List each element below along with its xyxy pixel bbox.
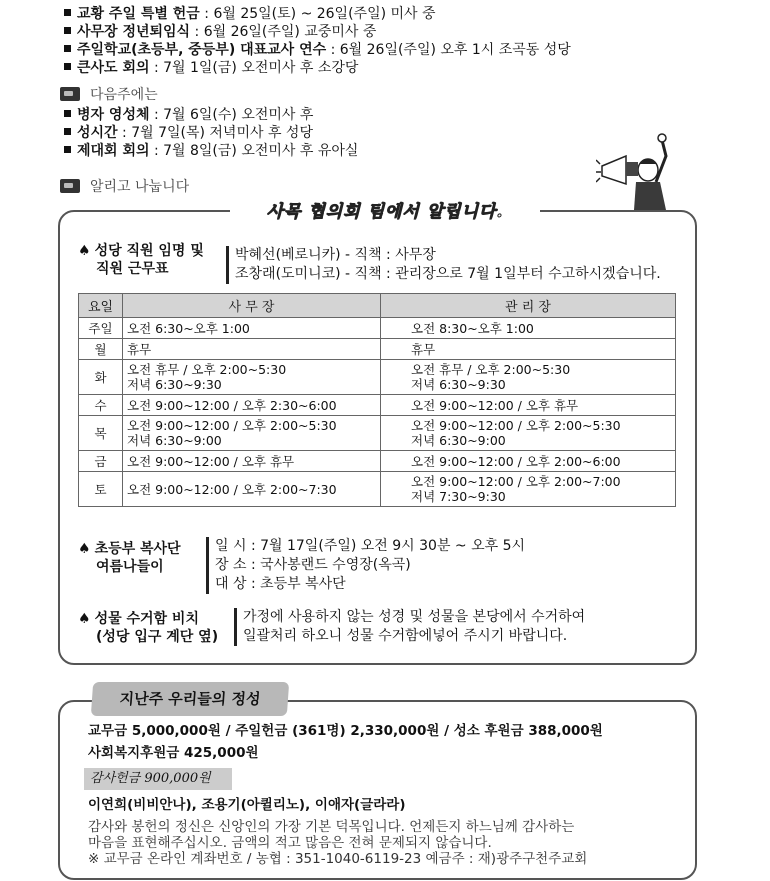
day-cell: 목 — [79, 416, 123, 451]
announce-heading: 알리고 나눕니다 — [60, 176, 189, 196]
office-hours-cell — [123, 416, 381, 451]
next-week-item: 병자 영성체 : 7월 6일(수) 오전미사 후 — [64, 106, 358, 124]
section-icon — [60, 87, 80, 101]
hours-line: 오전 휴무 / 오후 2:00~5:30 — [411, 362, 571, 377]
col-day: 요일 — [79, 294, 123, 318]
manager-hours-cell — [381, 395, 676, 416]
thanks-offering-label: 감사헌금 900,000원 — [84, 768, 232, 790]
hours-line: 오전 9:00~12:00 / 오후 휴무 — [127, 453, 295, 469]
office-hours-cell — [123, 318, 381, 339]
manager-hours-cell — [381, 472, 676, 507]
day-cell: 월 — [79, 339, 123, 360]
day-cell: 수 — [79, 395, 123, 416]
manager-hours-cell — [381, 416, 676, 451]
office-hours-cell — [123, 360, 381, 395]
camp-info: 일 시 : 7월 17일(주일) 오전 9시 30분 ~ 오후 5시 장 소 : 국사봉랜드 수영장(옥곡) 대 상 : 초등부 복사단 — [206, 537, 525, 594]
hours-line: 오전 9:00~12:00 / 오후 2:00~6:00 — [411, 453, 621, 469]
section-icon — [60, 179, 80, 193]
hours-line: 저녁 6:30~9:30 — [127, 377, 222, 392]
hours-line: 휴무 — [411, 341, 436, 357]
office-hours-cell — [123, 472, 381, 507]
table-header-row — [79, 294, 676, 318]
megaphone-mascot-icon — [596, 120, 676, 210]
box-title: 사목 협의회 팀에서 알립니다. — [230, 198, 540, 226]
office-hours-cell — [123, 339, 381, 360]
hours-line: 오전 9:00~12:00 / 오후 2:00~5:30 — [411, 418, 621, 433]
table-row — [79, 416, 676, 451]
donor-names: 이연희(비비안나), 조용기(아퀼리노), 이애자(글라라) — [88, 797, 406, 813]
manager-hours-cell — [381, 339, 676, 360]
account-info: ※ 교무금 온라인 계좌번호 / 농협 : 351-1040-6119-23 예금주 : 재)광주구천주교회 — [88, 851, 588, 867]
work-schedule-table — [78, 293, 676, 507]
manager-hours-cell — [381, 318, 676, 339]
notice-item: 교황 주일 특별 헌금 : 6월 25일(토) ~ 26일(주일) 미사 중 — [64, 5, 571, 23]
hours-line: 오전 휴무 / 오후 2:00~5:30 — [127, 362, 287, 377]
notice-item: 사무장 정년퇴임식 : 6월 26일(주일) 교중미사 중 — [64, 23, 571, 41]
hours-line: 오전 9:00~12:00 / 오후 2:30~6:00 — [127, 397, 337, 413]
offerings-line: 교무금 5,000,000원 / 주일헌금 (361명) 2,330,000원 / 성소 후원금 388,000원 — [88, 723, 603, 739]
next-week-item: 성시간 : 7월 7일(목) 저녁미사 후 성당 — [64, 124, 358, 142]
hours-line: 오전 9:00~12:00 / 오후 2:00~7:00 — [411, 474, 621, 489]
staff-heading: ♠ 성당 직원 임명 및 직원 근무표 — [78, 243, 204, 277]
notice-item: 큰사도 회의 : 7월 1일(금) 오전미사 후 소강당 — [64, 59, 571, 77]
hours-line: 오전 9:00~12:00 / 오후 2:00~7:30 — [127, 481, 337, 497]
office-hours-cell — [123, 395, 381, 416]
offerings-tag: 지난주 우리들의 정성 — [91, 682, 289, 716]
next-week-item: 제대회 회의 : 7월 8일(금) 오전미사 후 유아실 — [64, 142, 358, 160]
hours-line: 오전 8:30~오후 1:00 — [411, 320, 534, 336]
staff-info: 박혜선(베로니카) - 직책 : 사무장 조창래(도미니코) - 직책 : 관리장으로 7월 1일부터 수고하시겠습니다. — [226, 246, 661, 284]
offerings-line: 사회복지후원금 425,000원 — [88, 745, 259, 761]
hours-line: 오전 9:00~12:00 / 오후 2:00~5:30 — [127, 418, 337, 433]
top-notice-list — [64, 5, 571, 77]
offerings-message: 마음을 표현해주십시오. 금액의 적고 많음은 전혀 문제되지 않습니다. — [88, 835, 492, 851]
relic-box-heading: ♠ 성물 수거함 비치 (성당 입구 계단 옆) — [78, 611, 219, 645]
hours-line: 오전 6:30~오후 1:00 — [127, 320, 250, 336]
day-cell: 화 — [79, 360, 123, 395]
hours-line: 저녁 6:30~9:00 — [411, 433, 506, 448]
manager-hours-cell — [381, 451, 676, 472]
hours-line: 오전 9:00~12:00 / 오후 휴무 — [411, 397, 579, 413]
table-row — [79, 318, 676, 339]
day-cell: 금 — [79, 451, 123, 472]
next-week-heading: 다음주에는 — [60, 84, 158, 104]
table-row — [79, 472, 676, 507]
col-manager: 관 리 장 — [381, 294, 676, 318]
hours-line: 저녁 6:30~9:00 — [127, 433, 222, 448]
offerings-message: 감사와 봉헌의 정신은 신앙인의 가장 기본 덕목입니다. 언제든지 하느님께 감사하는 — [88, 819, 575, 835]
table-row — [79, 339, 676, 360]
next-week-list — [64, 106, 358, 160]
col-office: 사 무 장 — [123, 294, 381, 318]
hours-line: 휴무 — [127, 341, 152, 357]
hours-line: 저녁 6:30~9:30 — [411, 377, 506, 392]
table-row — [79, 395, 676, 416]
hours-line: 저녁 7:30~9:30 — [411, 489, 506, 504]
day-cell: 토 — [79, 472, 123, 507]
notice-item: 주일학교(초등부, 중등부) 대표교사 연수 : 6월 26일(주일) 오후 1시 조곡동 성당 — [64, 41, 571, 59]
day-cell: 주일 — [79, 318, 123, 339]
camp-heading: ♠ 초등부 복사단 여름나들이 — [78, 541, 181, 575]
office-hours-cell — [123, 451, 381, 472]
relic-box-info: 가정에 사용하지 않는 성경 및 성물을 본당에서 수거하여 일괄처리 하오니 성물 수거함에넣어 주시기 바랍니다. — [234, 608, 585, 646]
table-row — [79, 360, 676, 395]
manager-hours-cell — [381, 360, 676, 395]
table-row — [79, 451, 676, 472]
